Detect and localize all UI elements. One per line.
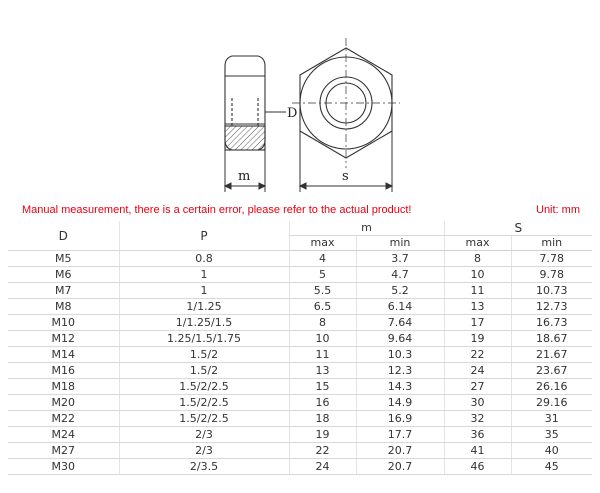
cell-d: M30 bbox=[8, 459, 119, 475]
cell-m-min: 16.9 bbox=[356, 411, 444, 427]
table-row bbox=[8, 315, 592, 331]
table-row bbox=[8, 251, 592, 267]
cell-m-min: 10.3 bbox=[356, 347, 444, 363]
header-row-top bbox=[8, 221, 592, 236]
cell-m-max: 5.5 bbox=[289, 283, 356, 299]
header-m-max: max bbox=[289, 236, 356, 251]
cell-s-min: 21.67 bbox=[511, 347, 592, 363]
cell-s-min: 35 bbox=[511, 427, 592, 443]
cell-m-max: 6.5 bbox=[289, 299, 356, 315]
cell-s-max: 27 bbox=[444, 379, 511, 395]
cell-d: M14 bbox=[8, 347, 119, 363]
cell-s-min: 31 bbox=[511, 411, 592, 427]
header-s: S bbox=[444, 221, 592, 236]
cell-s-min: 40 bbox=[511, 443, 592, 459]
cell-s-max: 19 bbox=[444, 331, 511, 347]
unit-label: Unit: mm bbox=[536, 204, 580, 216]
hex-nut-drawing bbox=[0, 0, 600, 200]
cell-d: M7 bbox=[8, 283, 119, 299]
cell-d: M24 bbox=[8, 427, 119, 443]
cell-m-min: 4.7 bbox=[356, 267, 444, 283]
cell-p: 1 bbox=[119, 267, 289, 283]
cell-d: M20 bbox=[8, 395, 119, 411]
cell-m-max: 15 bbox=[289, 379, 356, 395]
label-m: m bbox=[238, 169, 251, 184]
table-row bbox=[8, 331, 592, 347]
cell-s-max: 32 bbox=[444, 411, 511, 427]
table-row bbox=[8, 443, 592, 459]
header-m: m bbox=[289, 221, 444, 236]
cell-s-min: 26.16 bbox=[511, 379, 592, 395]
cell-m-min: 17.7 bbox=[356, 427, 444, 443]
table-row bbox=[8, 363, 592, 379]
cell-m-min: 14.9 bbox=[356, 395, 444, 411]
cell-m-max: 22 bbox=[289, 443, 356, 459]
cell-m-min: 5.2 bbox=[356, 283, 444, 299]
cell-s-max: 46 bbox=[444, 459, 511, 475]
cell-p: 1.5/2/2.5 bbox=[119, 379, 289, 395]
cell-p: 1.5/2/2.5 bbox=[119, 411, 289, 427]
cell-s-max: 24 bbox=[444, 363, 511, 379]
cell-m-max: 10 bbox=[289, 331, 356, 347]
cell-m-min: 7.64 bbox=[356, 315, 444, 331]
cell-p: 0.8 bbox=[119, 251, 289, 267]
cell-m-min: 9.64 bbox=[356, 331, 444, 347]
cell-m-min: 14.3 bbox=[356, 379, 444, 395]
cell-p: 1.5/2/2.5 bbox=[119, 395, 289, 411]
cell-p: 2/3 bbox=[119, 443, 289, 459]
cell-d: M5 bbox=[8, 251, 119, 267]
table-row bbox=[8, 459, 592, 475]
cell-d: M8 bbox=[8, 299, 119, 315]
cell-p: 1/1.25/1.5 bbox=[119, 315, 289, 331]
cell-p: 1/1.25 bbox=[119, 299, 289, 315]
table-row bbox=[8, 347, 592, 363]
table-row bbox=[8, 379, 592, 395]
header-p: P bbox=[119, 221, 289, 251]
cell-m-max: 18 bbox=[289, 411, 356, 427]
cell-s-min: 29.16 bbox=[511, 395, 592, 411]
cell-m-max: 24 bbox=[289, 459, 356, 475]
cell-s-max: 36 bbox=[444, 427, 511, 443]
cell-d: M22 bbox=[8, 411, 119, 427]
cell-p: 1.5/2 bbox=[119, 363, 289, 379]
label-s: s bbox=[342, 169, 349, 184]
cell-s-min: 7.78 bbox=[511, 251, 592, 267]
cell-m-max: 13 bbox=[289, 363, 356, 379]
cell-d: M12 bbox=[8, 331, 119, 347]
cell-m-max: 8 bbox=[289, 315, 356, 331]
cell-m-min: 20.7 bbox=[356, 459, 444, 475]
cell-s-min: 9.78 bbox=[511, 267, 592, 283]
cell-m-max: 5 bbox=[289, 267, 356, 283]
cell-d: M27 bbox=[8, 443, 119, 459]
cell-s-max: 41 bbox=[444, 443, 511, 459]
cell-s-min: 16.73 bbox=[511, 315, 592, 331]
header-s-min: min bbox=[511, 236, 592, 251]
cell-d: M16 bbox=[8, 363, 119, 379]
cell-p: 2/3 bbox=[119, 427, 289, 443]
cell-d: M18 bbox=[8, 379, 119, 395]
cell-s-max: 30 bbox=[444, 395, 511, 411]
cell-d: M6 bbox=[8, 267, 119, 283]
cell-m-max: 16 bbox=[289, 395, 356, 411]
cell-s-max: 8 bbox=[444, 251, 511, 267]
table-row bbox=[8, 395, 592, 411]
cell-d: M10 bbox=[8, 315, 119, 331]
notice-bar bbox=[8, 204, 592, 220]
cell-s-min: 10.73 bbox=[511, 283, 592, 299]
header-s-max: max bbox=[444, 236, 511, 251]
cell-m-min: 20.7 bbox=[356, 443, 444, 459]
table-row bbox=[8, 427, 592, 443]
cell-p: 1 bbox=[119, 283, 289, 299]
nut-side-view bbox=[225, 56, 265, 150]
table-row bbox=[8, 283, 592, 299]
header-d: D bbox=[8, 221, 119, 251]
cell-s-max: 17 bbox=[444, 315, 511, 331]
hex-nut-spec-table bbox=[8, 221, 592, 475]
cell-m-max: 4 bbox=[289, 251, 356, 267]
cell-m-max: 11 bbox=[289, 347, 356, 363]
table-row bbox=[8, 299, 592, 315]
cell-p: 1.25/1.5/1.75 bbox=[119, 331, 289, 347]
cell-p: 1.5/2 bbox=[119, 347, 289, 363]
cell-m-min: 6.14 bbox=[356, 299, 444, 315]
nut-front-view bbox=[292, 38, 400, 168]
cell-s-max: 11 bbox=[444, 283, 511, 299]
cell-s-min: 12.73 bbox=[511, 299, 592, 315]
cell-m-min: 12.3 bbox=[356, 363, 444, 379]
cell-s-max: 10 bbox=[444, 267, 511, 283]
cell-m-min: 3.7 bbox=[356, 251, 444, 267]
measurement-warning: Manual measurement, there is a certain error, please refer to the actual product! bbox=[22, 204, 412, 216]
cell-s-min: 18.67 bbox=[511, 331, 592, 347]
cell-s-min: 23.67 bbox=[511, 363, 592, 379]
cell-p: 2/3.5 bbox=[119, 459, 289, 475]
table-row bbox=[8, 267, 592, 283]
cell-m-max: 19 bbox=[289, 427, 356, 443]
cell-s-min: 45 bbox=[511, 459, 592, 475]
cell-s-max: 22 bbox=[444, 347, 511, 363]
cell-s-max: 13 bbox=[444, 299, 511, 315]
table-row bbox=[8, 411, 592, 427]
header-m-min: min bbox=[356, 236, 444, 251]
label-d: D bbox=[287, 106, 298, 121]
